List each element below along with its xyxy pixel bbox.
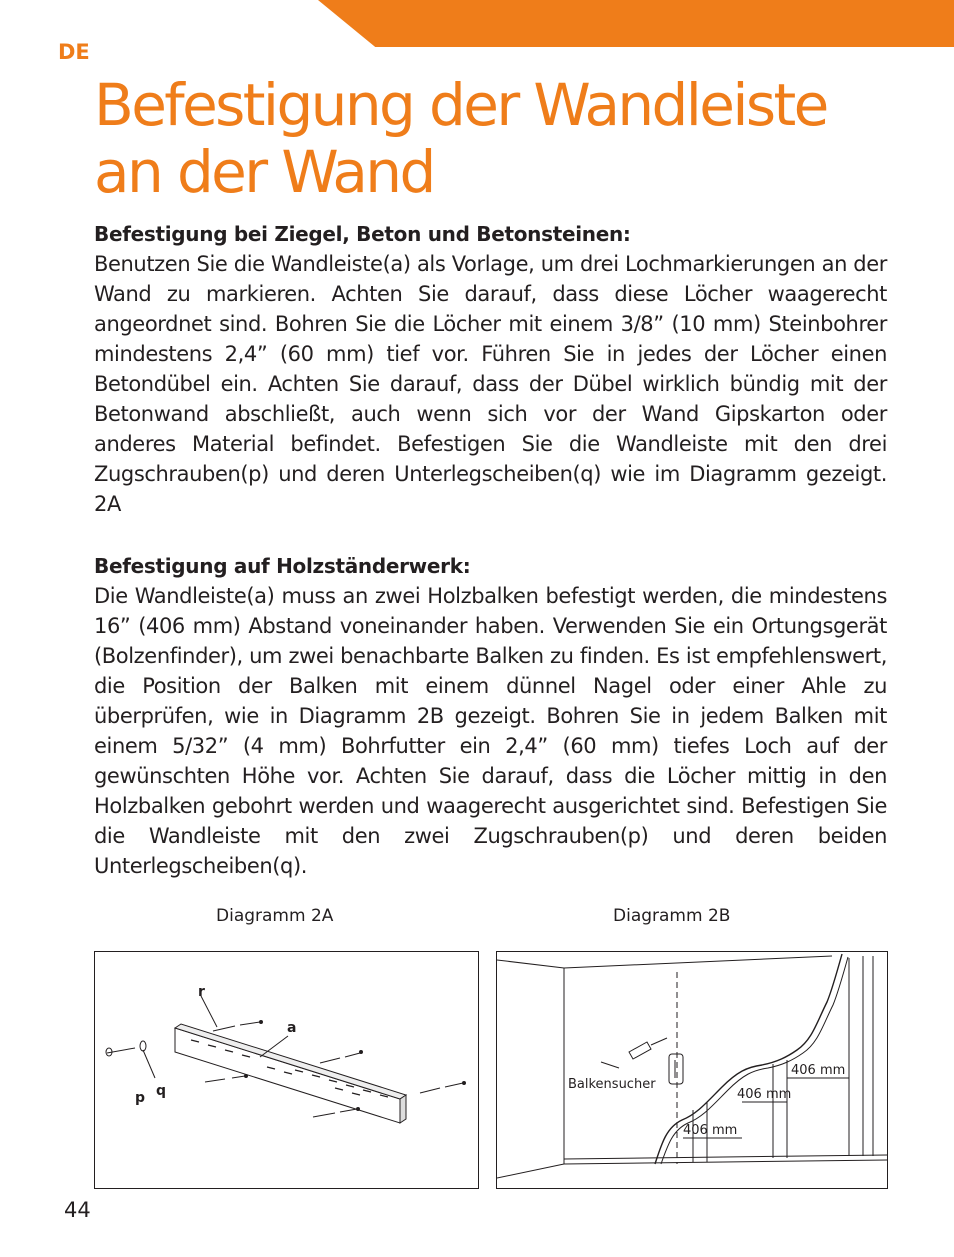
label-dist-2: 406 mm: [737, 1087, 792, 1102]
section-paragraph: Benutzen Sie die Wandleiste(a) als Vorlage, um drei Lochmarkierungen an der Wand zu markieren. Achten Sie darauf, dass diese Löcher waagerecht angeordnet sind. Bohren Sie die Löcher mit einem 3/8” (10 mm) Steinbohrer mindestens 2,4” (60 mm) tief vor. Führen Sie in jedes der Löcher einen Betondübel ein. Achten Sie darauf, dass der Dübel wirklich bündig mit der Betonwand abschließt, auch wenn sich vor der Wand Gipskarton oder anderes Material befindet. Befestigen Sie die Wandleiste mit den drei Zugschrauben(p) und deren Unterlegscheiben(q) wie im Diagramm gezeigt. 2A: [94, 252, 887, 516]
diagram-2a: [94, 951, 479, 1189]
orange-corner-tab: [318, 0, 954, 47]
label-q: q: [156, 1083, 167, 1099]
section-brick-concrete: [94, 219, 887, 519]
section-heading: Befestigung auf Holzständerwerk:: [94, 554, 471, 578]
page-title-line1: Befestigung der Wandleiste: [94, 71, 827, 139]
diagram-2b-illustration: [497, 952, 887, 1188]
diagram-2a-caption: Diagramm 2A: [216, 906, 334, 926]
page-number: 44: [64, 1198, 91, 1222]
diagram-2a-illustration: [95, 952, 478, 1188]
page-title-line2: an der Wand: [94, 138, 434, 206]
label-p: p: [135, 1090, 146, 1106]
label-r: r: [198, 984, 205, 1000]
section-heading: Befestigung bei Ziegel, Beton und Betonsteinen:: [94, 222, 631, 246]
diagram-2b-caption: Diagramm 2B: [613, 906, 731, 926]
label-dist-1: 406 mm: [683, 1123, 738, 1138]
section-wood-studs: [94, 551, 887, 881]
page-title: [94, 72, 827, 206]
language-tag: DE: [58, 40, 90, 64]
label-stud-finder: Balkensucher: [568, 1077, 656, 1092]
label-dist-3: 406 mm: [791, 1063, 846, 1078]
diagram-2b: [496, 951, 888, 1189]
section-paragraph: Die Wandleiste(a) muss an zwei Holzbalken befestigt werden, die mindestens 16” (406 mm) Abstand voneinander haben. Verwenden Sie ein Ortungsgerät (Bolzenfinder), um zwei benachbarte Balken zu finden. Es ist empfehlenswert, die Position der Balken mit einem dünnel Nagel oder einer Ahle zu überprüfen, wie in Diagramm 2B gezeigt. Bohren Sie in jedem Balken mit einem 5/32” (4 mm) Bohrfutter ein 2,4” (60 mm) tiefes Loch auf der gewünschten Höhe vor. Achten Sie darauf, dass die Löcher mittig in den Holzbalken gebohrt werden und waagerecht ausgerichtet sind. Befestigen Sie die Wandleiste mit den zwei Zugschrauben(p) und deren beiden Unterlegscheiben(q).: [94, 584, 887, 878]
label-a: a: [287, 1020, 297, 1036]
